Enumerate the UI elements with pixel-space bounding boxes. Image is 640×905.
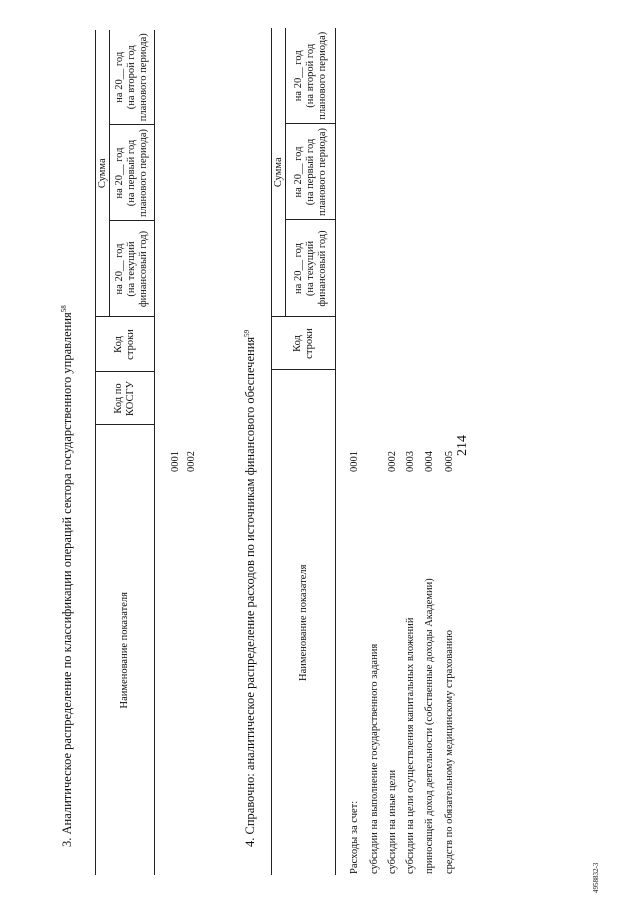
page-number: 214 — [455, 435, 470, 456]
s3-row-code: 0002 — [186, 451, 197, 472]
s4-col3-l2: (на второй год — [304, 43, 316, 108]
s4-row-code: 0005 — [444, 451, 455, 472]
s4-header-col1 — [286, 220, 336, 317]
s3-col1-l2: (на текущий — [126, 241, 137, 297]
s4-col1-l2: (на текущий — [304, 240, 316, 297]
s4-row-label: средств по обязательному медицинскому страхованию — [444, 630, 455, 874]
s3-col2-l2: (на первый год — [126, 139, 137, 207]
s3-col3-l1: на 20__ год — [114, 51, 125, 103]
s4-row-code: 0003 — [405, 451, 416, 472]
section-4-table — [271, 28, 336, 875]
s4-col1-l3: финансовый год) — [316, 230, 328, 307]
section-4-title-text: 4. Справочно: аналитическое распределение расходов по источникам финансового обеспечения — [243, 336, 258, 847]
section-3-title — [60, 305, 75, 847]
s4-header-name: Наименование показателя — [272, 370, 336, 875]
s3-header-name: Наименование показателя — [96, 425, 155, 875]
s3-code-l2: строки — [125, 329, 136, 360]
section-4-title — [243, 330, 258, 847]
footnote-59: 59 — [243, 329, 251, 337]
s4-col2-l1: на 20__ год — [292, 146, 304, 198]
side-document-code: 4958832-3 — [592, 862, 600, 893]
s4-row-code: 0001 — [349, 451, 360, 472]
s4-header-code — [272, 317, 336, 370]
s4-code-l2: строки — [303, 328, 315, 359]
s3-row-code: 0001 — [170, 451, 181, 472]
s3-header-code — [96, 317, 155, 372]
section-3-title-text: 3. Аналитическое распределение по классификации операций сектора государственного управления — [60, 312, 75, 847]
s4-row-code: 0004 — [424, 451, 435, 472]
s4-col2-l2: (на первый год — [304, 138, 316, 206]
s4-row-label: Расходы за счет: — [349, 800, 360, 874]
s4-col1-l1: на 20__ год — [292, 243, 304, 294]
s3-header-sum: Сумма — [96, 30, 110, 317]
s3-header-kosgu — [96, 372, 155, 425]
s4-header-col2 — [286, 124, 336, 220]
s4-header-col3 — [286, 28, 336, 124]
s3-col2-l1: на 20__ год — [114, 147, 125, 199]
s4-row-code: 0002 — [387, 451, 398, 472]
s4-row-label: приносящей доход деятельности (собственные доходы Академии) — [424, 578, 435, 874]
s3-code-l1: Код — [113, 336, 124, 353]
s4-row-label: субсидии на цели осуществления капитальных вложений — [405, 617, 416, 874]
section-3-table — [95, 30, 155, 875]
s3-col2-l3: планового периода) — [138, 128, 149, 218]
s4-col3-l3: планового периода) — [316, 31, 328, 120]
s3-header-col2 — [110, 125, 155, 221]
s3-kosgu-l2: КОСГУ — [125, 381, 136, 416]
s3-kosgu-l1: Код по — [113, 383, 124, 414]
s3-col1-l1: на 20__ год — [114, 243, 125, 295]
s4-col2-l3: планового периода) — [316, 127, 328, 217]
s3-col3-l3: планового периода) — [138, 33, 149, 122]
s4-code-l1: Код — [291, 335, 303, 352]
s3-header-col3 — [110, 30, 155, 125]
s3-header-col1 — [110, 221, 155, 317]
s4-row-label: субсидии на выполнение государственного задания — [369, 643, 380, 874]
s4-header-sum: Сумма — [272, 28, 286, 317]
footnote-58: 58 — [60, 305, 68, 313]
s4-row-label: субсидии на иные цели — [387, 769, 398, 874]
s3-col1-l3: финансовый год) — [138, 230, 149, 308]
s3-col3-l2: (на второй год — [126, 45, 137, 110]
s4-col3-l1: на 20__ год — [292, 50, 304, 102]
